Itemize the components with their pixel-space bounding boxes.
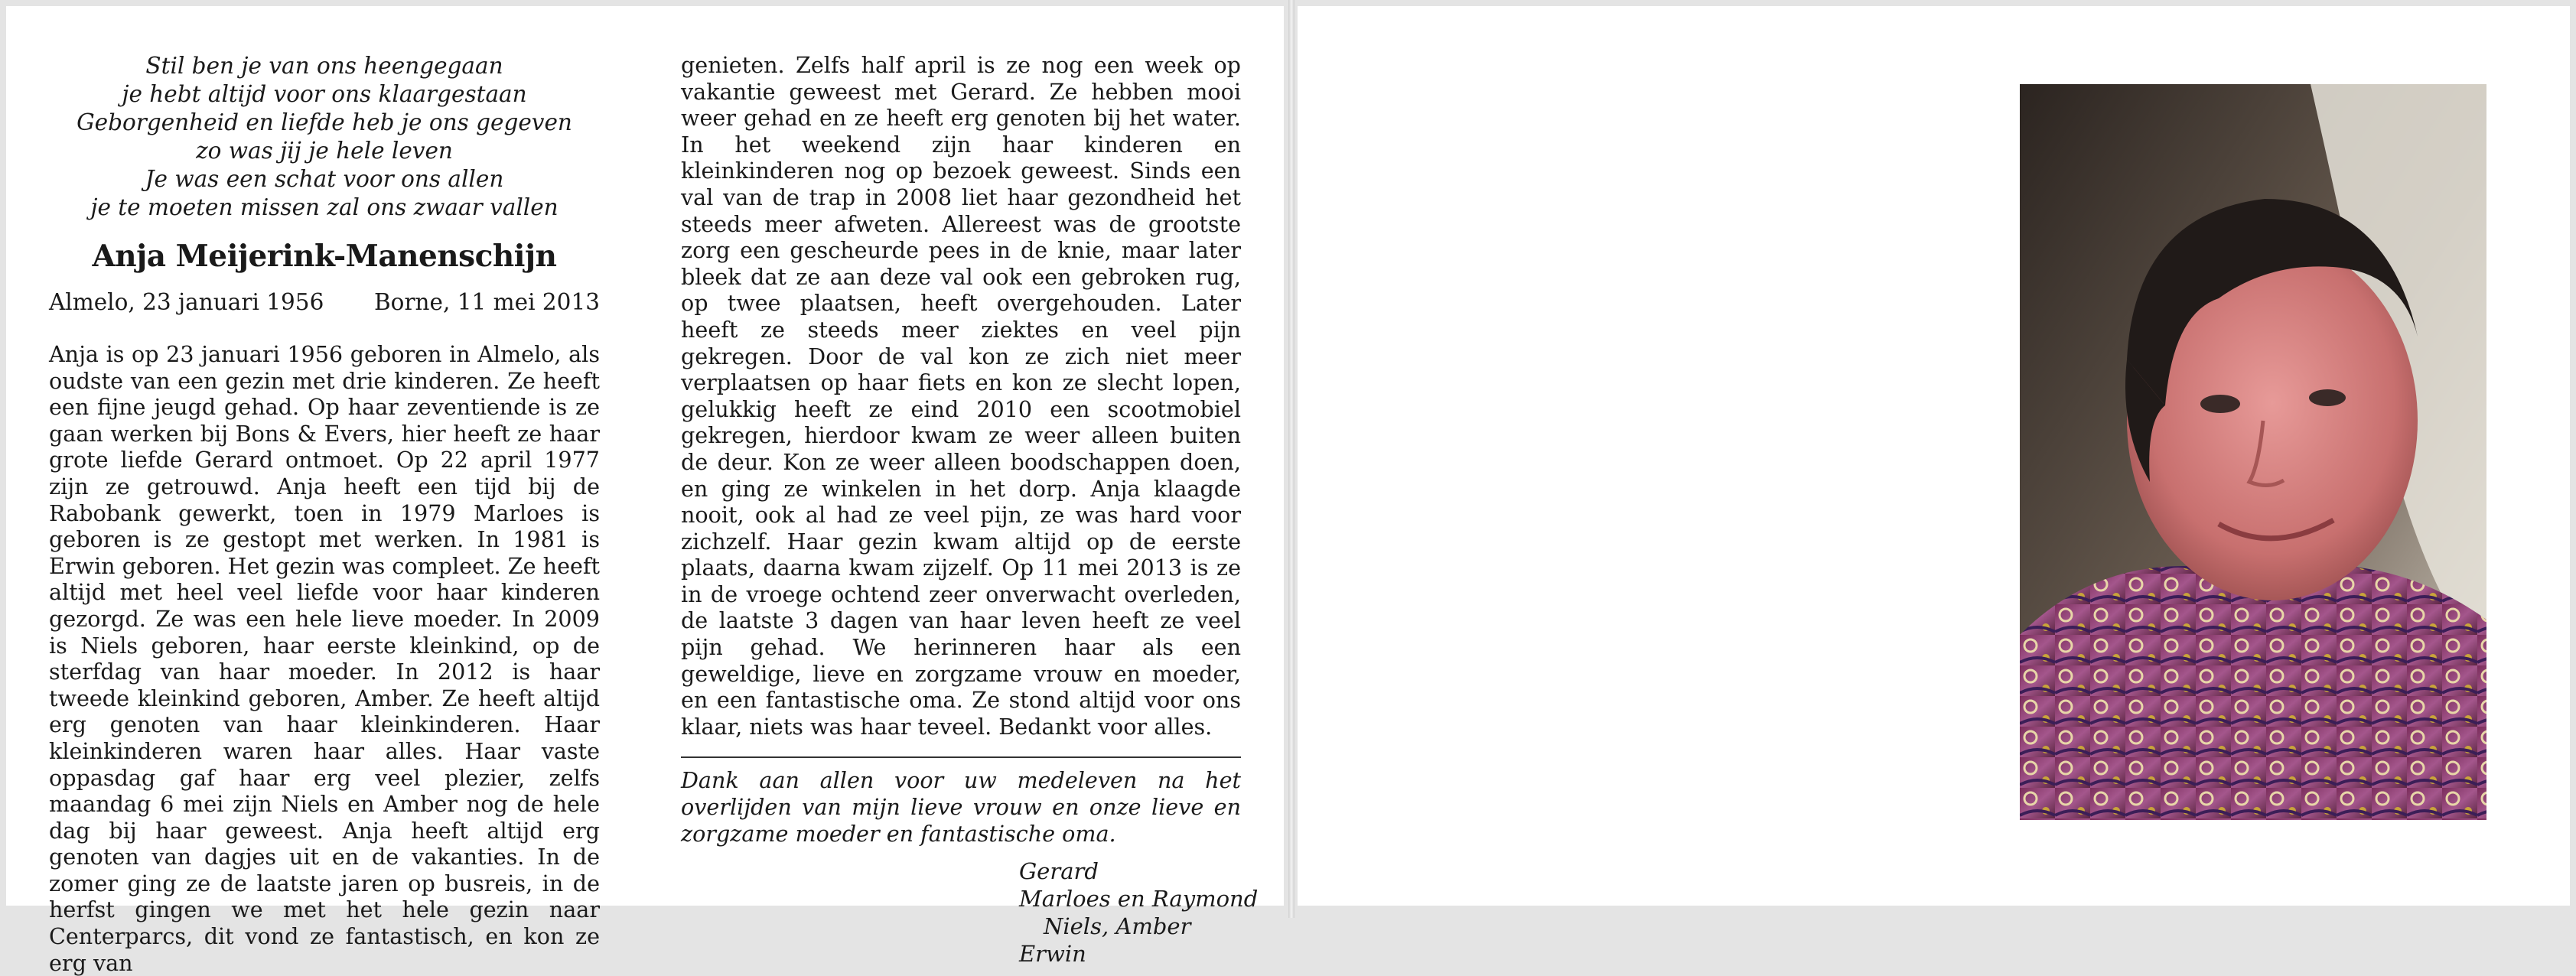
- portrait-photo: [2020, 84, 2486, 820]
- life-dates: [49, 289, 600, 315]
- death-date: Borne, 11 mei 2013: [374, 289, 600, 315]
- portrait-illustration: [2020, 84, 2486, 820]
- poem-line: zo was jij je hele leven: [196, 138, 453, 164]
- memorial-poem: [49, 52, 600, 222]
- poem-line: Je was een schat voor ons allen: [145, 166, 504, 192]
- memorial-card-inside: [6, 6, 1284, 976]
- poem-line: Stil ben je van ons heengegaan: [145, 53, 503, 79]
- card-fold: [1288, 0, 1295, 918]
- poem-line: Geborgenheid en liefde heb je ons gegeven: [77, 109, 572, 135]
- signature-line: Marloes en Raymond: [1019, 886, 1259, 913]
- signatures: [1019, 857, 1259, 968]
- birth-date: Almelo, 23 januari 1956: [49, 289, 324, 315]
- thanks-note: Dank aan allen voor uw medeleven na het overlijden van mijn lieve vrouw en onze lieve en zorgzame moeder en fantastische oma.: [681, 767, 1241, 847]
- signature-line: Niels, Amber: [1044, 913, 1191, 940]
- poem-line: je hebt altijd voor ons klaargestaan: [122, 81, 527, 107]
- deceased-name: Anja Meijerink-Manenschijn: [92, 239, 557, 274]
- poem-line: je te moeten missen zal ons zwaar vallen: [90, 194, 559, 220]
- left-column: [49, 52, 600, 976]
- biography-part-1: Anja is op 23 januari 1956 geboren in Almelo, als oudste van een gezin met drie kinderen. Ze heeft een fijne jeugd gehad. Op haar zeventiende is ze gaan werken bij Bons & Evers, hier heeft ze haar grote liefde Gerard ontmoet. Op 22 april 1977 zijn ze getrouwd. Anja heeft een tijd bij de Rabobank gewerkt, toen in 1979 Marloes is geboren is ze gestopt met werken. In 1981 is Erwin geboren. Het gezin was compleet. Ze heeft altijd met heel veel liefde voor haar kinderen gezorgd. Ze was een hele lieve moeder. In 2009 is Niels geboren, haar eerste kleinkind, op de sterfdag van haar moeder. In 2012 is haar tweede kleinkind geboren, Amber. Ze heeft altijd erg genoten van haar kleinkinderen. Haar kleinkinderen waren haar alles. Haar vaste oppasdag gaf haar erg veel plezier, zelfs maandag 6 mei zijn Niels en Amber nog de hele dag bij haar geweest. Anja heeft altijd erg genoten van dagjes uit en de vakanties. In de zomer ging ze de laatste jaren op busreis, in de herfst gingen we met het hele gezin naar Centerparcs, dit vond ze fantastisch, en kon ze erg van: [49, 341, 600, 976]
- divider: [681, 756, 1241, 758]
- signature-line: Gerard: [1019, 858, 1099, 885]
- biography-part-2: genieten. Zelfs half april is ze nog een week op vakantie geweest met Gerard. Ze hebben mooi weer gehad en ze heeft erg genoten bij het water. In het weekend zijn haar kinderen en kleinkinderen nog op bezoek geweest. Sinds een val van de trap in 2008 liet haar gezondheid het steeds meer afweten. Allereest was de grootste zorg een gescheurde pees in de knie, maar later bleek dat ze aan deze val ook een gebroken rug, op twee plaatsen, heeft overgehouden. Later heeft ze steeds meer ziektes en veel pijn gekregen. Door de val kon ze zich niet meer verplaatsen op haar fiets en kon ze slecht lopen, gelukkig heeft ze eind 2010 een scootmobiel gekregen, hierdoor kwam ze weer alleen buiten de deur. Kon ze weer alleen boodschappen doen, en ging ze winkelen in het dorp. Anja klaagde nooit, ook al had ze veel pijn, ze was hard voor zichzelf. Haar gezin kwam altijd op de eerste plaats, daarna kwam zijzelf. Op 11 mei 2013 is ze in de vroege ochtend zeer onverwacht overleden, de laatste 3 dagen van haar leven heeft ze veel pijn gehad. We herinneren haar als een geweldige, lieve en zorgzame vrouw en moeder, en een fantastische oma. Ze stond altijd voor ons klaar, niets was haar teveel. Bedankt voor alles.: [681, 52, 1241, 740]
- right-column: [681, 52, 1259, 968]
- signature-line: Erwin: [1019, 941, 1086, 968]
